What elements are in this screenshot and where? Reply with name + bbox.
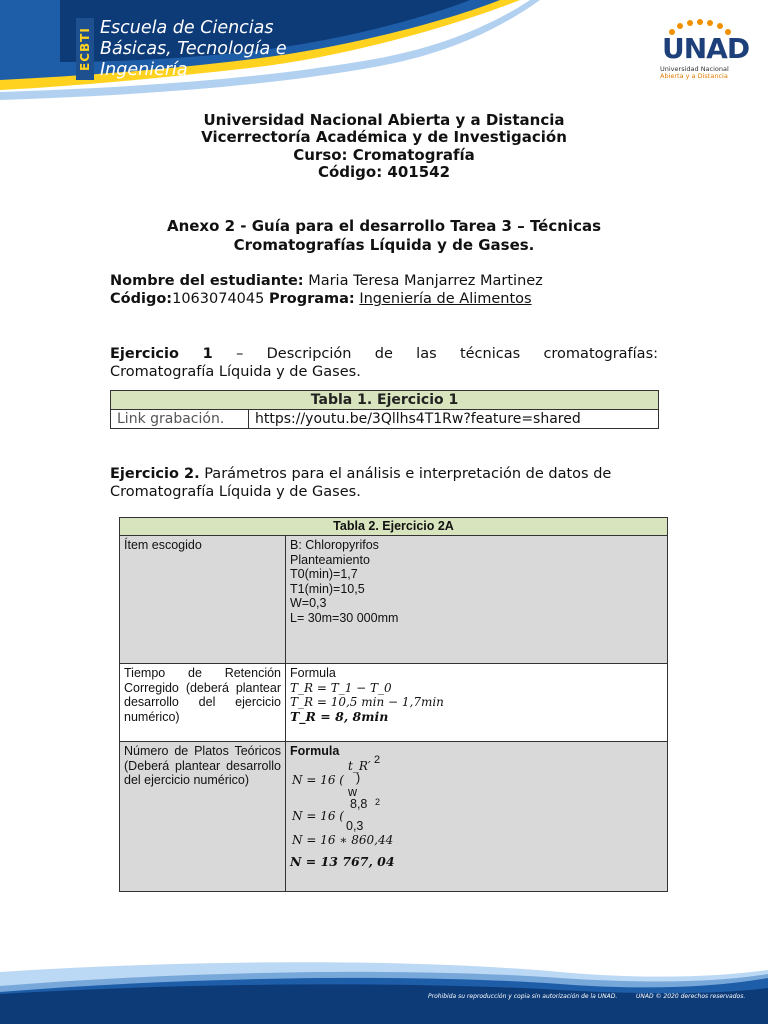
ex2-text-1: Parámetros para el análisis e interpretación de datos de — [199, 466, 612, 482]
row2-eq-1: T_R = T_1 − T_0 — [290, 680, 392, 695]
student-code-line — [110, 290, 658, 308]
student-name-line — [110, 272, 658, 290]
logo-wordmark: UNAD — [662, 32, 750, 65]
ex1-line-1 — [110, 345, 658, 363]
row2-eq-3: T_R = 8, 8min — [290, 708, 389, 724]
row3-num-2: 8,8 — [350, 796, 368, 811]
table-2 — [119, 517, 668, 892]
ex1-label: Ejercicio 1 — [110, 346, 213, 362]
school-name — [100, 18, 287, 81]
row2-eq-2: T_R = 10,5 min − 1,7min — [290, 695, 444, 709]
school-line-3: Ingeniería — [100, 60, 188, 80]
row3-label: Número de Platos Teóricos (Deberá plantear desarrollo del ejercicio numérico) — [120, 742, 286, 892]
table2-row-retention — [120, 664, 668, 742]
footer-copyright-notice: Prohibida su reproducción y copia sin autorización de la UNAD. — [428, 993, 618, 1000]
ex1-line-2: Cromatografía Líquida y de Gases. — [110, 364, 361, 380]
row2-label: Tiempo de Retención Corregido (deberá plantear desarrollo del ejercicio numérico) — [120, 664, 286, 742]
title-line-2: Vicerrectoría Académica y de Investigación — [201, 128, 567, 146]
row3-exp-1: 2 — [374, 753, 381, 766]
annex-line-2: Cromatografías Líquida y de Gases. — [233, 236, 535, 254]
logo-sub-line-2: Abierta y a Distancia — [660, 72, 728, 80]
table2-title: Tabla 2. Ejercicio 2A — [120, 518, 668, 536]
row2-formula-label: Formula — [290, 666, 336, 680]
program-name: Ingeniería de Alimentos — [359, 291, 532, 307]
table1-link-label: Link grabación. — [111, 410, 249, 429]
row3-formula-block — [290, 753, 663, 855]
program-label: Programa: — [268, 291, 355, 307]
student-code-label: Código: — [110, 291, 173, 307]
row3-close-1: ) — [356, 770, 361, 785]
annex-line-1: Anexo 2 - Guía para el desarrollo Tarea 3 – Técnicas — [166, 217, 602, 235]
unad-logo — [654, 18, 750, 80]
table1-title: Tabla 1. Ejercicio 1 — [111, 391, 659, 410]
table2-row-plates — [120, 742, 668, 892]
school-line-1: Escuela de Ciencias — [100, 18, 274, 38]
title-line-1: Universidad Nacional Abierta y a Distancia — [203, 111, 565, 129]
row1-content — [286, 536, 668, 664]
footer-banner — [0, 960, 768, 1024]
title-line-3: Curso: Cromatografía — [293, 146, 475, 164]
table2-row-item — [120, 536, 668, 664]
ecbti-vertical-label: ECBTI — [76, 18, 94, 80]
ex2-line-1 — [110, 465, 658, 483]
table-1 — [110, 390, 659, 429]
row1-line-6: L= 30m=30 000mm — [290, 610, 399, 625]
row3-eq-2: N = 16 ( — [292, 808, 344, 823]
student-name: Maria Teresa Manjarrez Martinez — [303, 273, 543, 289]
row3-formula-label: Formula — [290, 744, 340, 758]
student-name-label: Nombre del estudiante: — [110, 273, 304, 289]
row3-eq-1: N = 16 ( — [292, 772, 344, 787]
table1-link[interactable]: https://youtu.be/3Qllhs4T1Rw?feature=shared — [249, 410, 659, 429]
row1-line-3: T0(min)=1,7 — [290, 567, 358, 581]
row1-line-5: W=0,3 — [290, 596, 327, 610]
row3-num-1: t_R′ — [348, 758, 371, 773]
row3-eq-4: N = 13 767, 04 — [290, 853, 395, 869]
row3-content — [286, 742, 668, 892]
logo-sub-line-1: Universidad Nacional — [660, 65, 729, 73]
ex2-label: Ejercicio 2. — [110, 466, 200, 482]
row2-content — [286, 664, 668, 742]
school-line-2: Básicas, Tecnología e — [100, 39, 287, 59]
footer-wave — [0, 960, 768, 1024]
row3-den-2: 0,3 — [346, 818, 364, 833]
row1-line-1: B: Chloropyrifos — [290, 538, 379, 552]
title-line-4: Código: 401542 — [317, 163, 451, 181]
footer-rights: UNAD © 2020 derechos reservados. — [636, 993, 746, 1000]
row3-den-1: w — [348, 784, 358, 799]
student-code: 1063074045 — [172, 291, 269, 307]
logo-subtitle — [660, 66, 729, 80]
row1-line-2: Planteamiento — [290, 552, 370, 567]
ex1-text-1: – Descripción de las técnicas cromatografías: — [212, 346, 659, 362]
header-banner — [0, 0, 768, 100]
row1-label: Ítem escogido — [120, 536, 286, 664]
ex2-line-2: Cromatografía Líquida y de Gases. — [110, 484, 361, 500]
row1-line-4: T1(min)=10,5 — [290, 581, 365, 596]
row3-exp-2: 2 — [375, 796, 381, 807]
row3-eq-3: N = 16 ∗ 860,44 — [292, 832, 394, 847]
